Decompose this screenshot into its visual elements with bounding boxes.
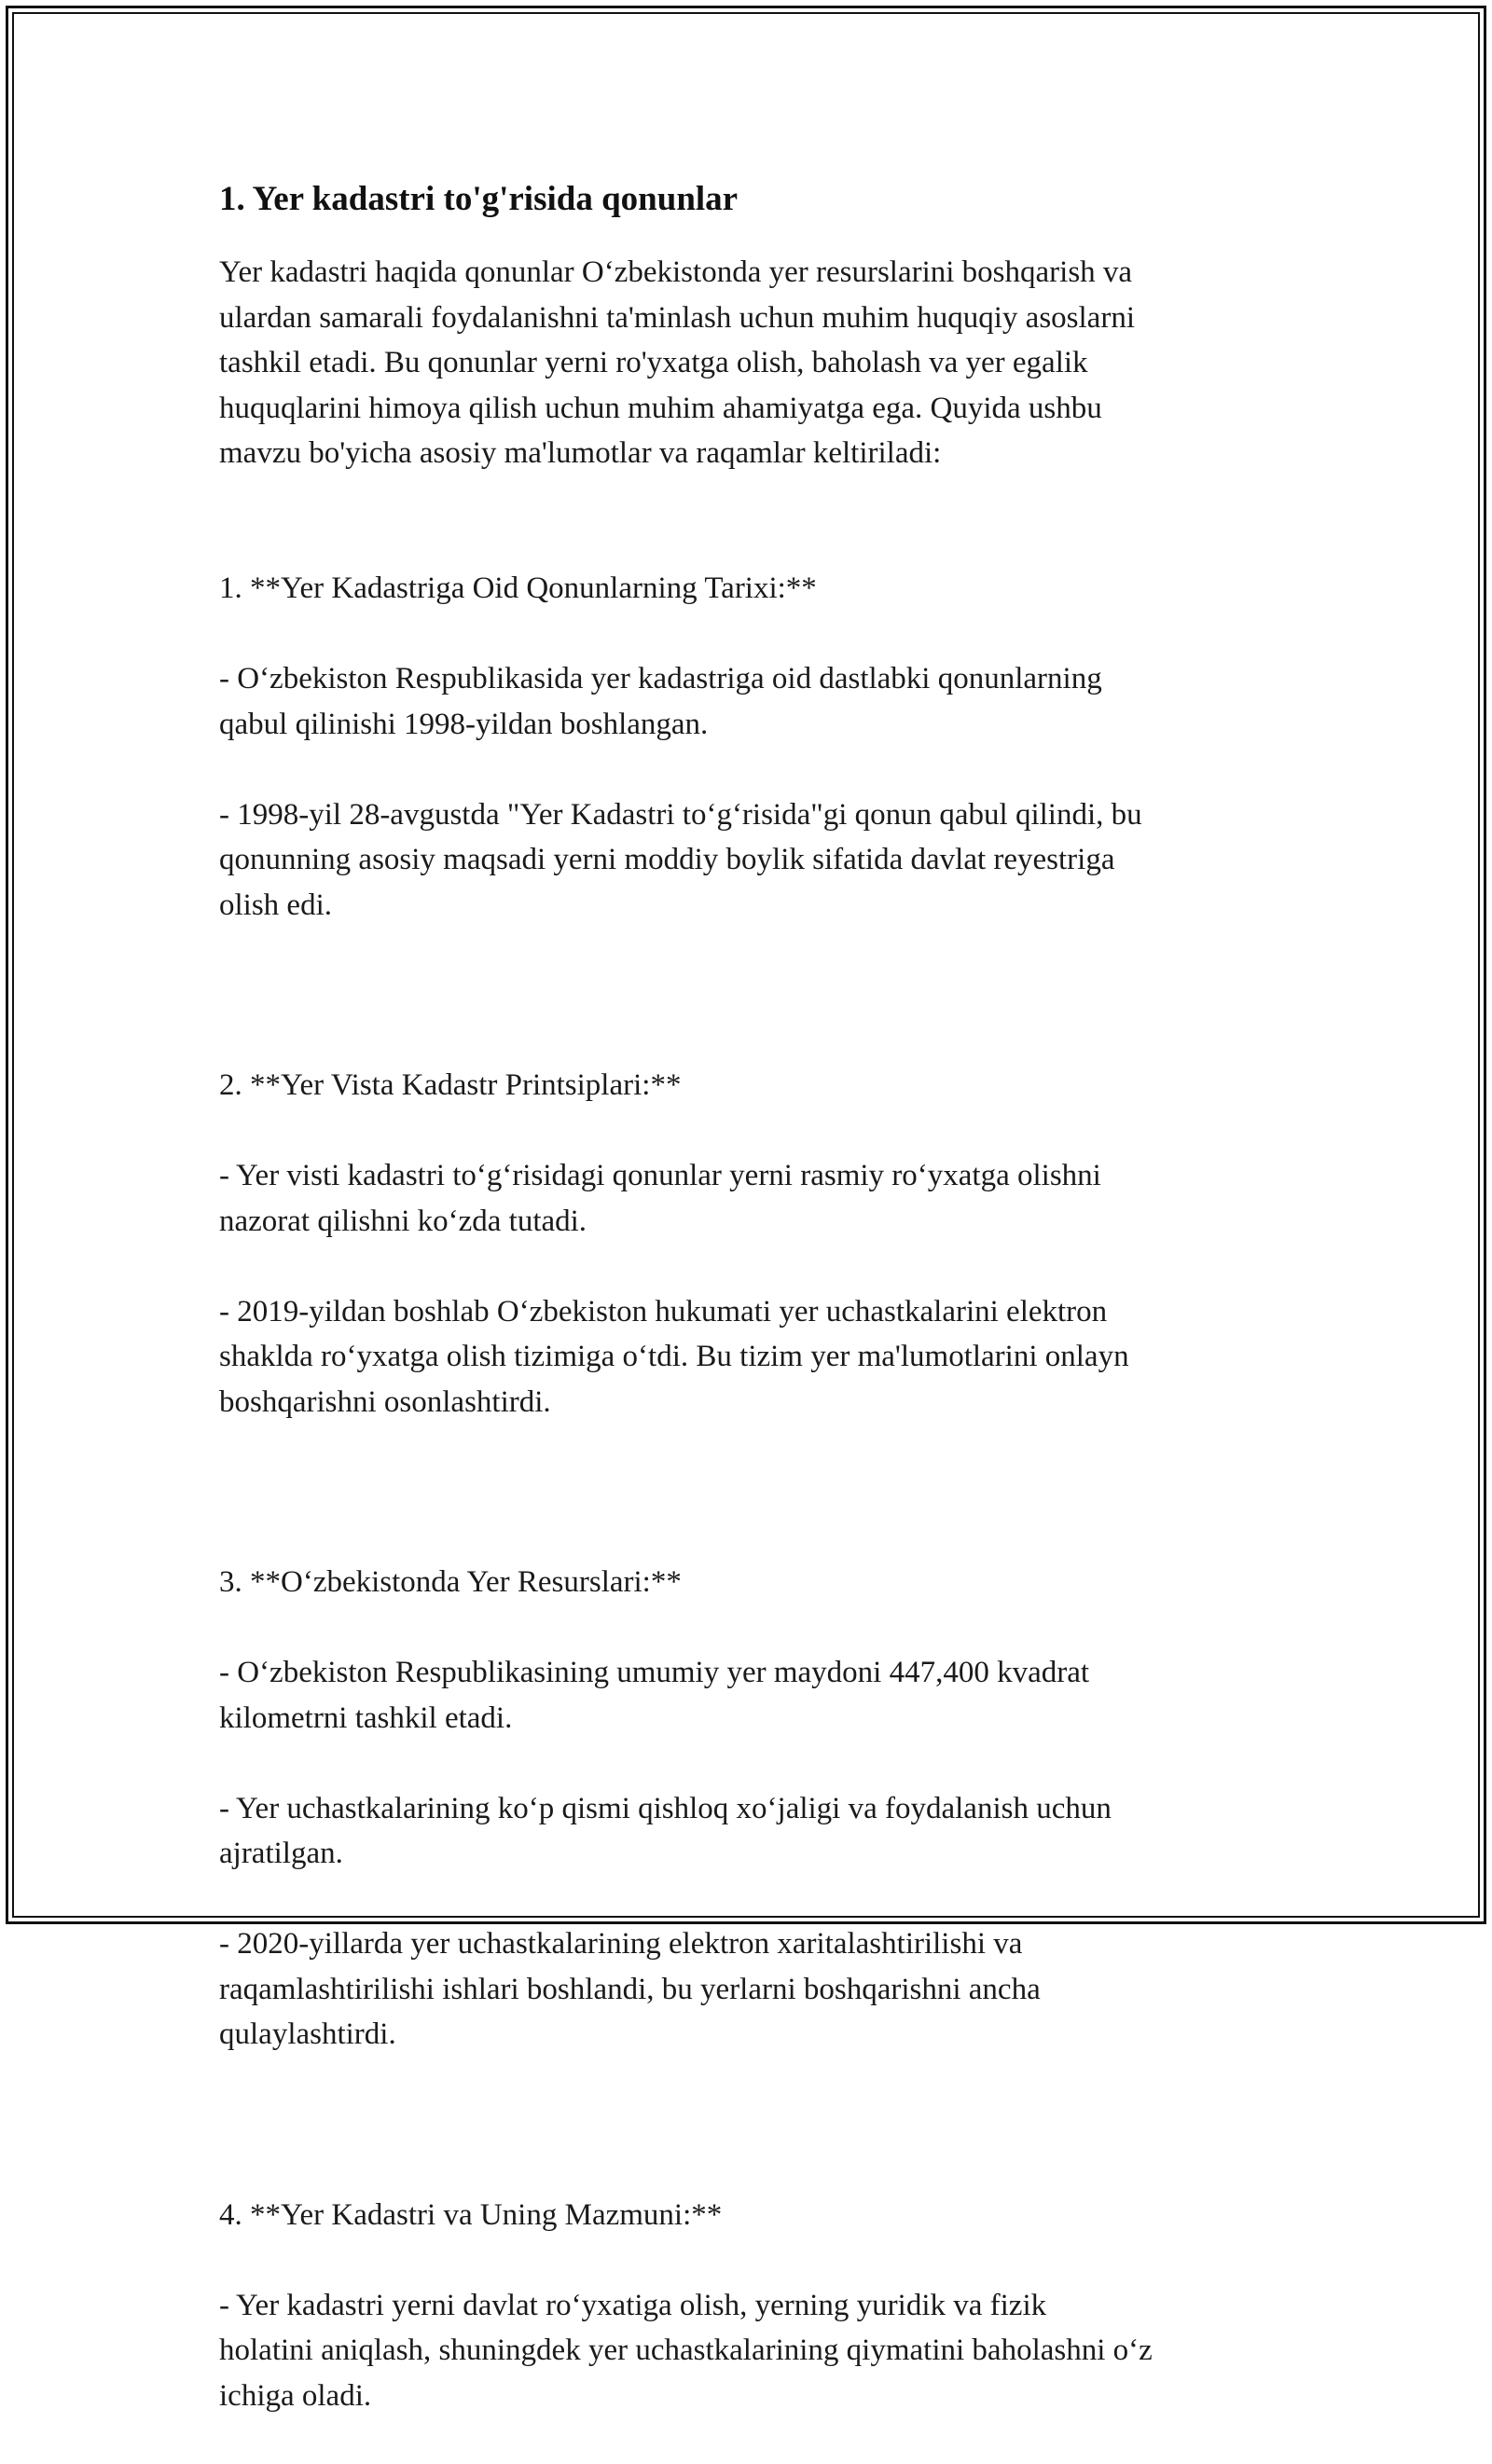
section-bullet: - Yer uchastkalarining ko‘p qismi qishloq xo‘jaligi va foydalanish uchun ajratilgan.: [219, 1791, 1112, 1870]
section-bullet: - 1998-yil 28-avgustda "Yer Kadastri to‘g‘risida"gi qonun qabul qilindi, bu qonunning asosiy maqsadi yerni moddiy boylik sifatida davlat reyestriga olish edi.: [219, 797, 1142, 922]
section-history: [219, 521, 1292, 973]
section-bullet: - Yer visti kadastri to‘g‘risidagi qonunlar yerni rasmiy ro‘yxatga olishni nazorat qilishni ko‘zda tutadi.: [219, 1159, 1101, 1238]
page-title: 1. Yer kadastri to'g'risida qonunlar: [219, 180, 739, 218]
intro-paragraph: Yer kadastri haqida qonunlar O‘zbekistonda yer resurslarini boshqarish va ulardan samarali foydalanishni ta'minlash uchun muhim huquqiy asoslarni tashkil etadi. Bu qonunlar yerni ro'yxatga olish, baholash va yer egalik huquqlarini himoya qilish uchun muhim ahamiyatga ega. Quyida ushbu mavzu bo'yicha asosiy ma'lumotlar va raqamlar keltiriladi:: [219, 255, 1135, 470]
section-resources: [219, 1515, 1292, 2103]
section-bullet: - Yer kadastri yerni davlat ro‘yxatiga olish, yerning yuridik va fizik holatini aniqlash, shuningdek yer uchastkalarining qiymatini baholashni o‘z ichiga oladi.: [219, 2288, 1153, 2413]
section-bullet: - 2020-yillarda yer uchastkalarining elektron xaritalashtirilishi va raqamlashtirilishi ishlari boshlandi, bu yerlarni boshqarishni ancha qulaylashtirdi.: [219, 1927, 1041, 2051]
section-bullet: - O‘zbekiston Respublikasining umumiy yer maydoni 447,400 kvadrat kilometrni tashkil etadi.: [219, 1656, 1090, 1735]
section-bullet: - O‘zbekiston Respublikasida yer kadastriga oid dastlabki qonunlarning qabul qilinishi 1998-yildan boshlangan.: [219, 662, 1102, 741]
section-title: 4. **Yer Kadastri va Uning Mazmuni:**: [219, 2197, 723, 2232]
section-title: 2. **Yer Vista Kadastr Printsiplari:**: [219, 1068, 682, 1102]
section-title: 3. **O‘zbekistonda Yer Resurslari:**: [219, 1565, 682, 1599]
section-title: 1. **Yer Kadastriga Oid Qonunlarning Tarixi:**: [219, 571, 817, 605]
section-principles: [219, 1018, 1292, 1470]
section-bullet: - 2019-yildan boshlab O‘zbekiston hukumati yer uchastkalarini elektron shaklda ro‘yxatga olish tizimiga o‘tdi. Bu tizim yer ma'lumotlarini onlayn boshqarishni osonlashtirdi.: [219, 1294, 1129, 1419]
document-body: [219, 177, 1292, 2464]
section-content: [219, 2147, 1292, 2464]
